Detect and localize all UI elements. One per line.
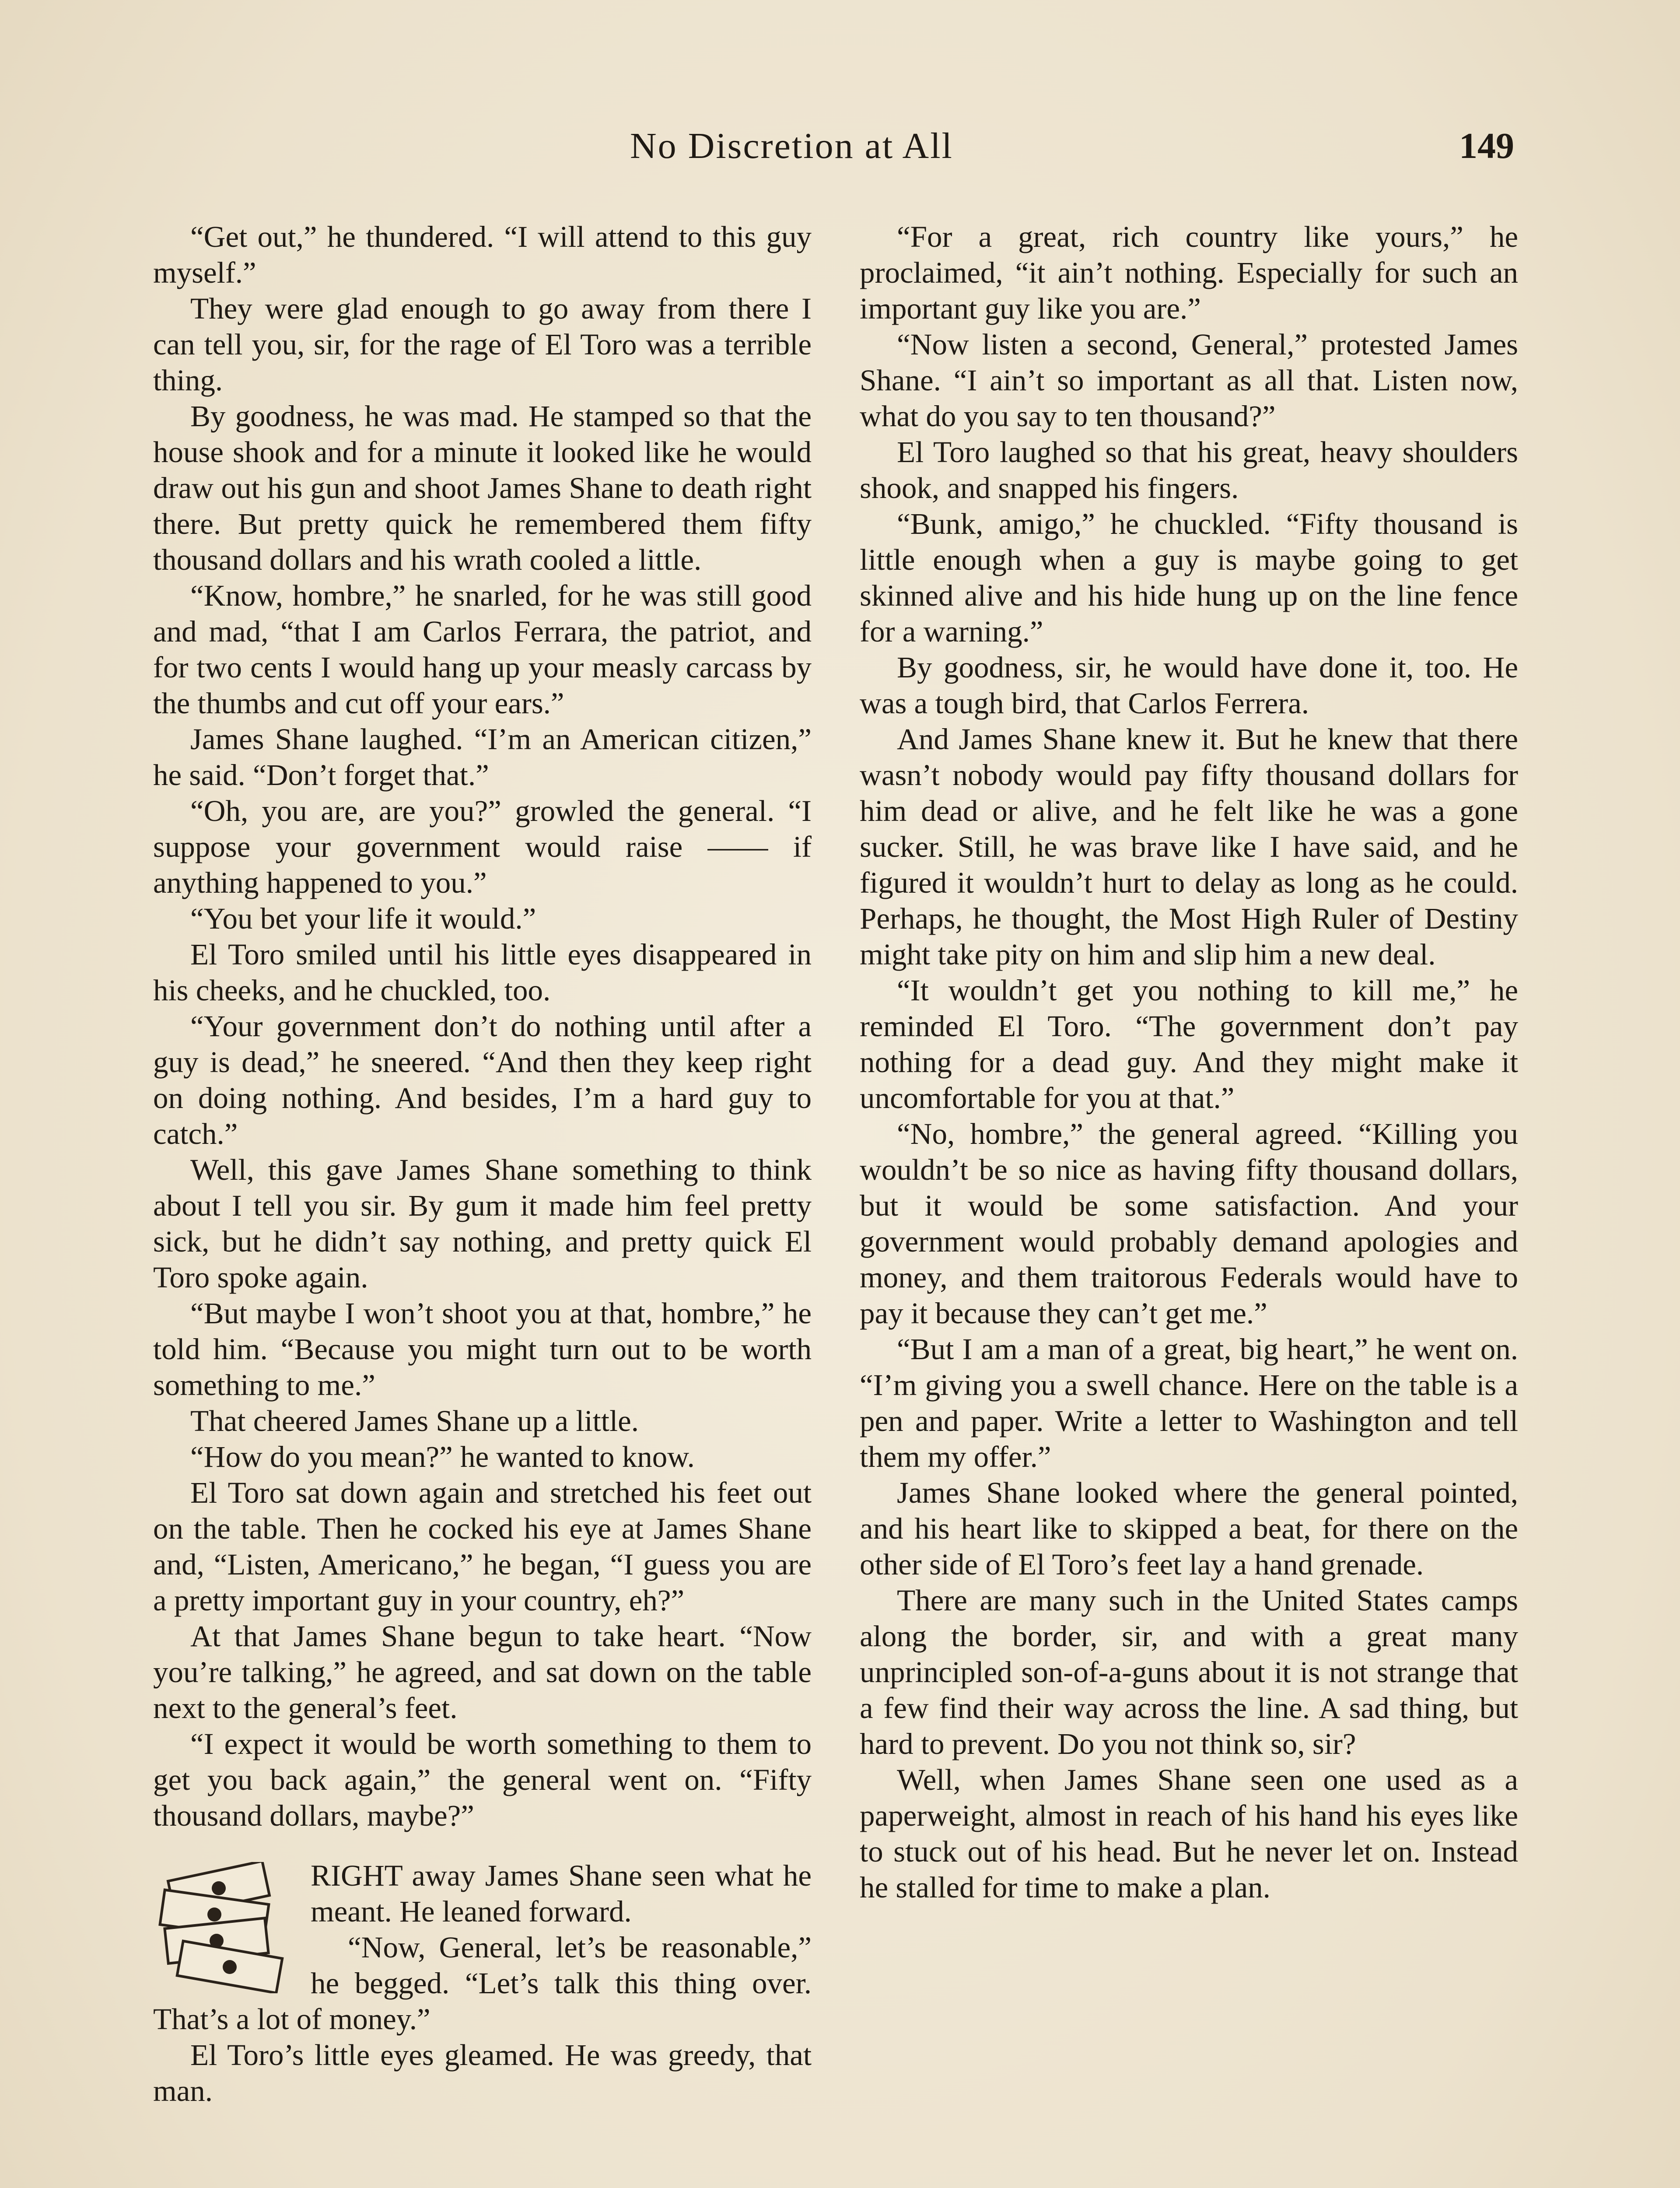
paragraph: El Toro’s little eyes gleamed. He was greedy, that man.: [153, 2038, 812, 2107]
paragraph: That cheered James Shane up a little.: [190, 1404, 639, 1438]
paragraph: “Know, hombre,” he snarled, for he was still good and mad, “that I am Carlos Ferrara, the patriot, and for two cents I would hang up your measly carcass by the thumbs and cut off your ears.”: [153, 579, 812, 720]
paragraph: El Toro laughed so that his great, heavy shoulders shook, and snapped his fingers.: [860, 435, 1518, 505]
paragraph: “But I am a man of a great, big heart,” he went on. “I’m giving you a swell chance. Here on the table is a pen and paper. Write a letter to Washington and tell them my offer.”: [860, 1332, 1518, 1473]
paragraph: “But maybe I won’t shoot you at that, hombre,” he told him. “Because you might turn out to be worth something to me.”: [153, 1297, 812, 1402]
paragraph: And James Shane knew it. But he knew that there wasn’t nobody would pay fifty thousand dollars for him dead or alive, and he felt like he was a gone sucker. Still, he was brave like I have said, and he figured it wouldn’t hurt to delay as long as he could. Perhaps, he thought, the Most High Ruler of Destiny might take pity on him and slip him a new deal.: [860, 722, 1518, 971]
paragraph: There are many such in the United States camps along the border, sir, and with a great many unprincipled son-of-a-guns about it is not strange that a few find their way across the line. A sad thing, but hard to prevent. Do you not think so, sir?: [860, 1584, 1518, 1760]
paragraph: “For a great, rich country like yours,” he proclaimed, “it ain’t nothing. Especially for such an important guy like you are.”: [860, 220, 1518, 325]
paragraph: Well, when James Shane seen one used as a paperweight, almost in reach of his hand his eyes like to stuck out of his head. But he never let on. Instead he stalled for time to make a plan.: [860, 1763, 1518, 1904]
paragraph: “Bunk, amigo,” he chuckled. “Fifty thousand is little enough when a guy is maybe going to get skinned alive and his hide hung up on the line fence for a warning.”: [860, 507, 1518, 648]
paragraph: “Now listen a second, General,” protested James Shane. “I ain’t so important as all that. Listen now, what do you say to ten thousand?”: [860, 328, 1518, 433]
paragraph: At that James Shane begun to take heart. “Now you’re talking,” he agreed, and sat down on the table next to the general’s feet.: [153, 1620, 812, 1725]
paragraph: “It wouldn’t get you nothing to kill me,” he reminded El Toro. “The government don’t pay nothing for a dead guy. And they might make it uncomfortable for you at that.”: [860, 974, 1518, 1115]
paragraph: RIGHT away James Shane seen what he meant. He leaned forward.: [311, 1859, 812, 1928]
paragraph: By goodness, sir, he would have done it, too. He was a tough bird, that Carlos Ferrera.: [860, 651, 1518, 720]
page-number: 149: [1459, 126, 1514, 166]
running-head: No Discretion at All: [630, 126, 953, 166]
section-break-block: [153, 1858, 812, 2109]
paragraph: “How do you mean?” he wanted to know.: [190, 1440, 695, 1473]
paragraph: “Your government don’t do nothing until after a guy is dead,” he sneered. “And then they keep right on doing nothing. And besides, I’m a hard guy to catch.”: [153, 1010, 812, 1150]
paragraph: “No, hombre,” the general agreed. “Killing you wouldn’t be so nice as having fifty thousand dollars, but it would be some satisfaction. And your government would probably demand apologies and money, and them traitorous Federals would have to pay it because they can’t get me.”: [860, 1117, 1518, 1330]
paragraph: They were glad enough to go away from there I can tell you, sir, for the rage of El Toro was a terrible thing.: [153, 292, 812, 397]
paragraph: Well, this gave James Shane something to think about I tell you sir. By gum it made him feel pretty sick, but he didn’t say nothing, and pretty quick El Toro spoke again.: [153, 1153, 812, 1294]
paragraph: By goodness, he was mad. He stamped so that the house shook and for a minute it looked like he would draw out his gun and shoot James Shane to death right there. But pretty quick he remembered them fifty thousand dollars and his wrath cooled a little.: [153, 400, 812, 576]
paragraph: El Toro sat down again and stretched his feet out on the table. Then he cocked his eye at James Shane and, “Listen, Americano,” he began, “I guess you are a pretty important guy in your country, eh?”: [153, 1476, 812, 1617]
paragraph: “I expect it would be worth something to them to get you back again,” the general went on. “Fifty thousand dollars, maybe?”: [153, 1727, 812, 1832]
paragraph: James Shane looked where the general pointed, and his heart like to skipped a beat, for there on the other side of El Toro’s feet lay a hand grenade.: [860, 1476, 1518, 1581]
paragraph: “Get out,” he thundered. “I will attend to this guy myself.”: [153, 220, 812, 289]
right-column: [860, 219, 1518, 1905]
paragraph: El Toro smiled until his little eyes disappeared in his cheeks, and he chuckled, too.: [153, 938, 812, 1007]
money-stack-icon: [153, 1862, 298, 1993]
paragraph: James Shane laughed. “I’m an American citizen,” he said. “Don’t forget that.”: [153, 722, 812, 792]
left-column: [153, 219, 812, 2109]
paragraph: “Oh, you are, are you?” growled the general. “I suppose your government would raise —— if anything happened to you.”: [153, 794, 812, 899]
paragraph: “Now, General, let’s be reasonable,” he begged. “Let’s talk this thing over. That’s a lot of money.”: [153, 1931, 812, 2036]
paragraph: “You bet your life it would.”: [190, 902, 536, 935]
